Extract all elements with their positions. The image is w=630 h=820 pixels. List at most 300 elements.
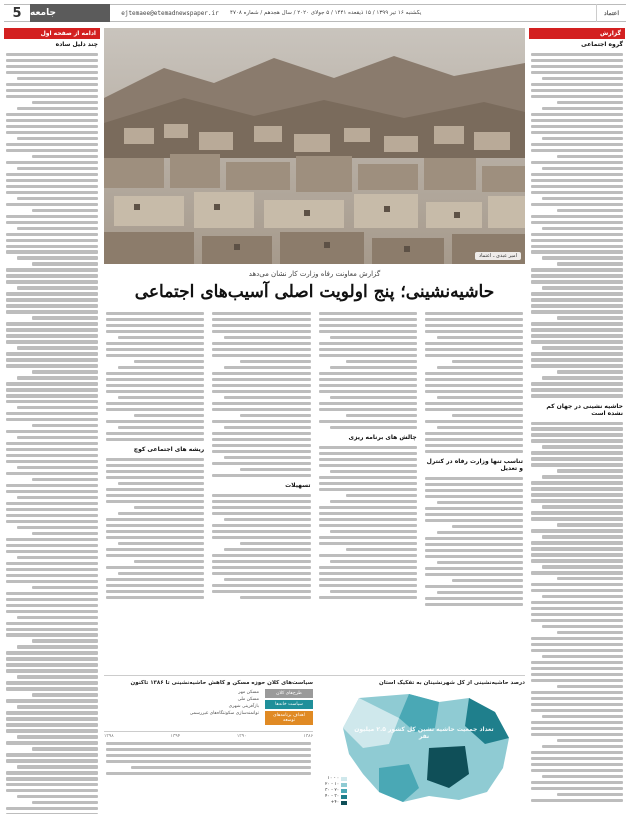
text-line [425,372,523,375]
text-line [106,438,204,441]
text-line [6,490,98,493]
text-line [425,513,523,516]
text-line [425,330,523,333]
text-line [6,245,98,248]
text-line [6,514,98,517]
article-column [317,309,419,669]
text-line [6,352,98,355]
text-line [32,586,98,589]
text-line [6,292,98,295]
text-line [6,771,98,774]
text-line [531,727,623,730]
text-line [17,645,98,648]
text-line [425,489,523,492]
text-line [6,233,98,236]
text-line [106,348,204,351]
text-line [212,378,310,381]
text-line [557,209,623,212]
text-line [17,227,98,230]
text-line [531,643,623,646]
text-line [531,787,623,790]
page-number: 5 [12,5,22,21]
right-column-text [529,419,625,805]
text-line [330,470,416,473]
policy-item: توانمندسازی سکونتگاه‌های غیررسمی [189,711,259,716]
text-line [106,578,204,581]
text-line [531,619,623,622]
text-line [425,354,523,357]
text-line [319,542,417,545]
text-line [531,451,623,454]
text-line [134,360,205,363]
text-line [531,298,623,301]
text-line [542,256,623,259]
text-line [6,221,98,224]
text-line [224,366,310,369]
text-line [542,715,623,718]
legend-swatch [341,795,347,799]
text-line [531,95,623,98]
text-line [6,95,98,98]
text-line [6,681,98,684]
text-line [106,590,204,593]
text-line [32,801,98,804]
text-line [6,304,98,307]
text-line [106,754,311,757]
text-line [425,408,523,411]
text-line [6,723,98,726]
text-line [212,342,310,345]
text-line [557,793,623,796]
main-photo [104,28,525,264]
text-line [32,478,98,481]
text-line [6,280,98,283]
article-text [423,474,525,609]
main-story [104,28,525,814]
text-line [542,107,623,110]
text-line [17,346,98,349]
photo-credit: امیر عبدی ـ اعتماد [475,252,521,260]
text-line [557,101,623,104]
headline-kicker: گزارش معاونت رفاه وزارت کار نشان می‌دهد [248,270,381,278]
text-line [17,406,98,409]
text-line [531,239,623,242]
text-line [531,364,623,367]
category-tag: اهداف برنامه‌های توسعه [265,711,313,725]
legend-label: ۰ - ۱۰ [327,776,340,781]
text-line [6,394,98,397]
text-line [32,424,98,427]
text-line [17,376,98,379]
text-line [319,330,417,333]
category-tag: طرح‌های کلان [265,689,313,698]
text-line [32,101,98,104]
text-line [531,769,623,772]
text-line [6,340,98,343]
text-line [531,310,623,313]
text-line [531,340,623,343]
text-line [330,590,416,593]
text-line [531,529,623,532]
text-line [542,77,623,80]
text-line [6,119,98,122]
text-line [17,496,98,499]
text-line [6,161,98,164]
text-line [452,525,523,528]
text-line [6,65,98,68]
text-line [6,418,98,421]
text-line [531,280,623,283]
text-line [346,414,417,417]
text-line [531,173,623,176]
text-line [531,691,623,694]
right-column [529,28,625,814]
text-line [212,554,310,557]
text-line [425,603,523,606]
text-line [212,506,310,509]
text-line [531,541,623,544]
text-line [557,577,623,580]
text-line [6,53,98,56]
text-line [6,203,98,206]
text-line [6,663,98,666]
text-line [212,560,310,563]
text-line [106,772,311,775]
text-line [531,463,623,466]
text-line [319,420,417,423]
article-subhead: تسهیلات [285,481,311,489]
text-line [425,567,523,570]
text-line [542,445,623,448]
legend-item [325,782,347,787]
text-line [6,310,98,313]
text-line [531,119,623,122]
text-line [106,584,204,587]
text-line [6,185,98,188]
text-line [425,483,523,486]
text-line [32,209,98,212]
text-line [557,685,623,688]
text-line [531,487,623,490]
text-line [6,215,98,218]
text-line [330,396,416,399]
text-line [6,520,98,523]
text-line [6,574,98,577]
text-line [17,526,98,529]
text-line [319,342,417,345]
text-line [319,446,417,449]
text-line [224,426,310,429]
text-line [106,748,311,751]
left-column-title[interactable]: چند دلیل ساده [55,41,98,48]
text-line [437,501,523,504]
text-line [531,559,623,562]
text-line [106,432,204,435]
text-line [531,89,623,92]
policy-list [104,689,259,727]
text-line [531,250,623,253]
text-line [212,432,310,435]
text-line [531,191,623,194]
text-line [531,757,623,760]
text-line [17,77,98,80]
diagram-timeline [104,731,313,739]
text-line [6,759,98,762]
text-line [531,245,623,248]
text-line [319,408,417,411]
text-line [106,488,204,491]
text-line [6,460,98,463]
text-line [542,227,623,230]
text-line [6,268,98,271]
text-line [106,312,204,315]
text-line [240,414,311,417]
province-map [319,680,525,814]
text-line [224,336,310,339]
text-line [212,462,310,465]
text-line [212,312,310,315]
slum-photo-illustration [104,28,525,264]
text-line [32,316,98,319]
text-line [17,197,98,200]
text-line [106,476,204,479]
text-line [106,402,204,405]
section-email[interactable]: ejtemaee@etemadnewspaper.ir [121,9,219,17]
map-title: درصد حاشیه‌نشینی از کل شهرنشینان به تفکیک استان [379,680,525,686]
text-line [106,458,204,461]
text-line [212,420,310,423]
text-line [531,571,623,574]
text-line [319,572,417,575]
text-line [330,336,416,339]
text-line [531,83,623,86]
text-line [425,390,523,393]
text-line [6,149,98,152]
text-line [17,466,98,469]
text-line [319,524,417,527]
text-line [118,572,204,575]
legend-item [325,776,347,781]
text-line [106,548,204,551]
text-line [531,352,623,355]
text-line [531,547,623,550]
article-text [317,443,419,602]
iran-map-illustration [319,688,525,808]
text-line [531,422,623,425]
text-line [531,667,623,670]
text-line [542,655,623,658]
text-line [106,390,204,393]
left-column-text [4,50,100,814]
text-line [425,519,523,522]
text-line [531,673,623,676]
text-line [6,131,98,134]
text-line [425,348,523,351]
text-line [542,137,623,140]
legend-item [325,794,347,799]
text-line [531,215,623,218]
text-line [17,675,98,678]
text-line [6,717,98,720]
text-line [557,739,623,742]
dateline: یکشنبه ۱۶ تیر ۱۳۹۹ / ۱۵ ذیقعده ۱۴۴۱ / ۵ جولای ۲۰۲۰ / سال هجدهم / شماره ۴۷۰۸ [230,10,422,16]
text-line [134,506,205,509]
text-line [437,336,523,339]
text-line [118,426,204,429]
text-line [531,334,623,337]
text-line [6,358,98,361]
text-line [531,358,623,361]
text-line [17,256,98,259]
category-tag: سیاست خانه‌ها [265,700,313,709]
text-line [425,444,523,447]
article-column [104,309,206,669]
right-column-byline: گروه اجتماعی [581,41,623,48]
text-line [212,590,310,593]
article-text [104,455,206,602]
text-line [542,595,623,598]
text-line [319,518,417,521]
text-line [240,360,311,363]
text-line [531,499,623,502]
text-line [17,436,98,439]
text-line [531,394,623,397]
text-line [425,402,523,405]
text-line [437,591,523,594]
text-line [330,560,416,563]
text-line [106,530,204,533]
text-line [106,500,204,503]
text-line [106,554,204,557]
text-line [452,579,523,582]
text-line [106,330,204,333]
text-line [106,524,204,527]
text-line [542,197,623,200]
text-line [531,649,623,652]
text-line [6,364,98,367]
text-line [319,384,417,387]
text-line [240,596,311,599]
text-line [452,360,523,363]
text-line [106,384,204,387]
text-line [212,408,310,411]
text-line [118,396,204,399]
right-column-text [529,50,625,401]
text-line [17,705,98,708]
text-line [118,512,204,515]
text-line [319,354,417,357]
text-line [6,250,98,253]
text-line [17,795,98,798]
text-line [6,783,98,786]
text-line [6,538,98,541]
text-line [531,553,623,556]
newspaper-logo[interactable]: اعتماد [596,4,626,22]
text-line [557,262,623,265]
text-line [557,631,623,634]
text-line [531,589,623,592]
text-line [106,470,204,473]
text-line [6,400,98,403]
text-line [212,372,310,375]
text-line [6,382,98,385]
text-line [542,535,623,538]
text-line [531,613,623,616]
text-line [319,476,417,479]
text-line [6,179,98,182]
text-line [319,512,417,515]
text-line [531,427,623,430]
text-line [6,592,98,595]
text-line [531,481,623,484]
text-line [531,59,623,62]
text-line [118,366,204,369]
text-line [212,318,310,321]
text-line [531,274,623,277]
text-line [346,548,417,551]
text-line [531,679,623,682]
text-line [425,342,523,345]
text-line [106,742,311,745]
text-line [6,741,98,744]
text-line [425,378,523,381]
page-headline[interactable]: حاشیه‌نشینی؛ پنج اولویت اصلی آسیب‌های اجتماعی [134,282,495,302]
text-line [319,458,417,461]
text-line [106,494,204,497]
text-line [6,173,98,176]
text-line [6,334,98,337]
text-line [319,324,417,327]
text-line [6,610,98,613]
text-line [17,167,98,170]
text-line [6,789,98,792]
text-line [319,536,417,539]
text-line [531,53,623,56]
text-line [32,155,98,158]
text-line [6,143,98,146]
text-line [425,432,523,435]
text-line [319,554,417,557]
text-line [425,507,523,510]
text-line [6,484,98,487]
timeline-year: ۱۳۹۰ [236,734,247,739]
text-line [531,143,623,146]
text-line [319,348,417,351]
text-line [319,488,417,491]
article-subhead: ریشه های اجتماعی کوچ [133,446,205,454]
text-line [224,548,310,551]
text-line [531,733,623,736]
text-line [106,464,204,467]
text-line [531,382,623,385]
text-line [531,388,623,391]
text-line [212,348,310,351]
text-line [6,113,98,116]
text-line [531,493,623,496]
text-line [531,185,623,188]
text-line [542,376,623,379]
text-line [330,530,416,533]
text-line [32,747,98,750]
legend-swatch [341,801,347,805]
legend-label: ۳۰ - ۴۰ [325,794,340,799]
text-line [212,530,310,533]
text-line [6,669,98,672]
text-line [6,125,98,128]
text-line [212,324,310,327]
text-line [531,179,623,182]
text-line [240,542,311,545]
